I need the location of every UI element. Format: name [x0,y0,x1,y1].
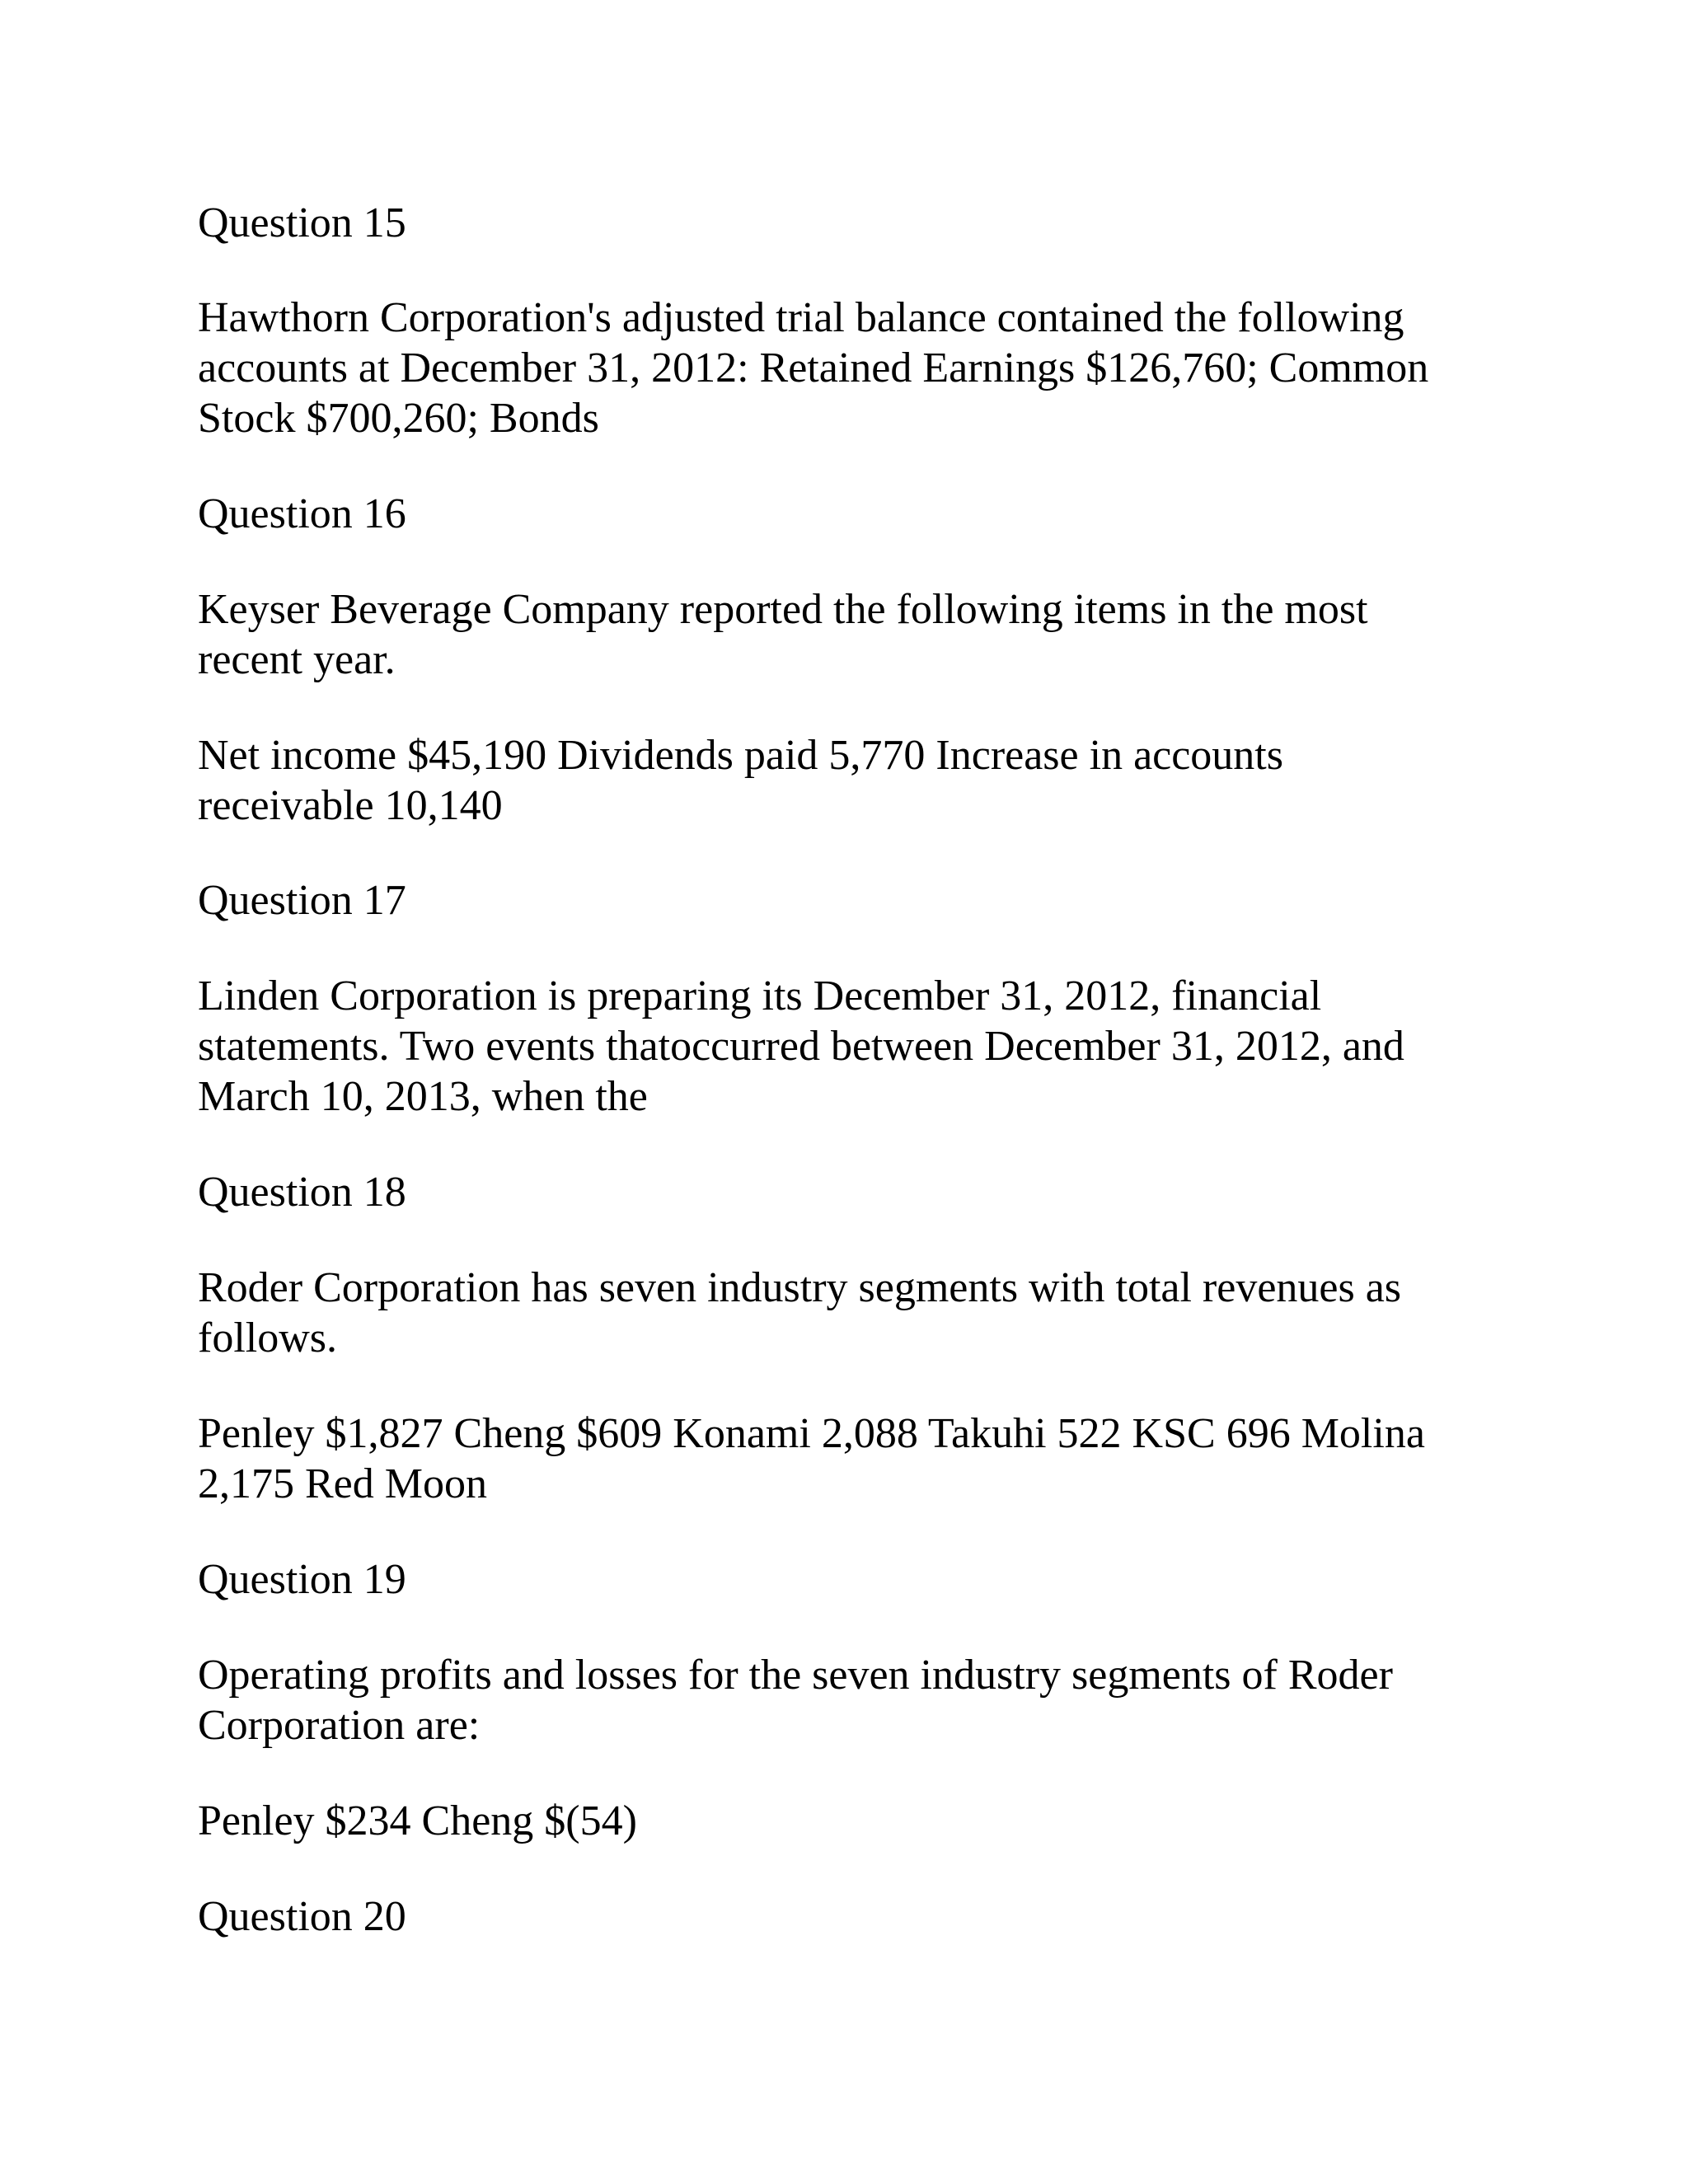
question-16-data-line-1: Net income $45,190 Dividends paid 5,770 Increase in accounts [198,732,1283,779]
question-18-data-line-2: 2,175 Red Moon [198,1460,487,1507]
question-15-text-line-3: Stock $700,260; Bonds [198,395,599,442]
question-17-text-line-1: Linden Corporation is preparing its December 31, 2012, financial [198,972,1322,1019]
question-17-heading: Question 17 [198,877,406,924]
question-19-text-line-1: Operating profits and losses for the seven industry segments of Roder [198,1652,1393,1699]
question-19-data-line-1: Penley $234 Cheng $(54) [198,1797,637,1844]
question-16-text-line-2: recent year. [198,636,396,683]
question-15-text-line-2: accounts at December 31, 2012: Retained Earnings $126,760; Common [198,344,1429,391]
question-16-text-line-1: Keyser Beverage Company reported the following items in the most [198,586,1368,633]
question-18-heading: Question 18 [198,1169,406,1216]
question-16-heading: Question 16 [198,490,406,537]
question-18-data-line-1: Penley $1,827 Cheng $609 Konami 2,088 Takuhi 522 KSC 696 Molina [198,1410,1425,1457]
question-19-heading: Question 19 [198,1556,406,1603]
question-16-data-line-2: receivable 10,140 [198,782,503,829]
question-19-text-line-2: Corporation are: [198,1702,481,1749]
question-17-text-line-2: statements. Two events thatoccurred between December 31, 2012, and [198,1023,1404,1070]
question-20-heading: Question 20 [198,1893,406,1940]
question-15-heading: Question 15 [198,199,406,246]
question-18-text-line-2: follows. [198,1315,337,1361]
question-18-text-line-1: Roder Corporation has seven industry segments with total revenues as [198,1264,1402,1311]
question-15-text-line-1: Hawthorn Corporation's adjusted trial balance contained the following [198,294,1404,341]
question-17-text-line-3: March 10, 2013, when the [198,1073,648,1120]
